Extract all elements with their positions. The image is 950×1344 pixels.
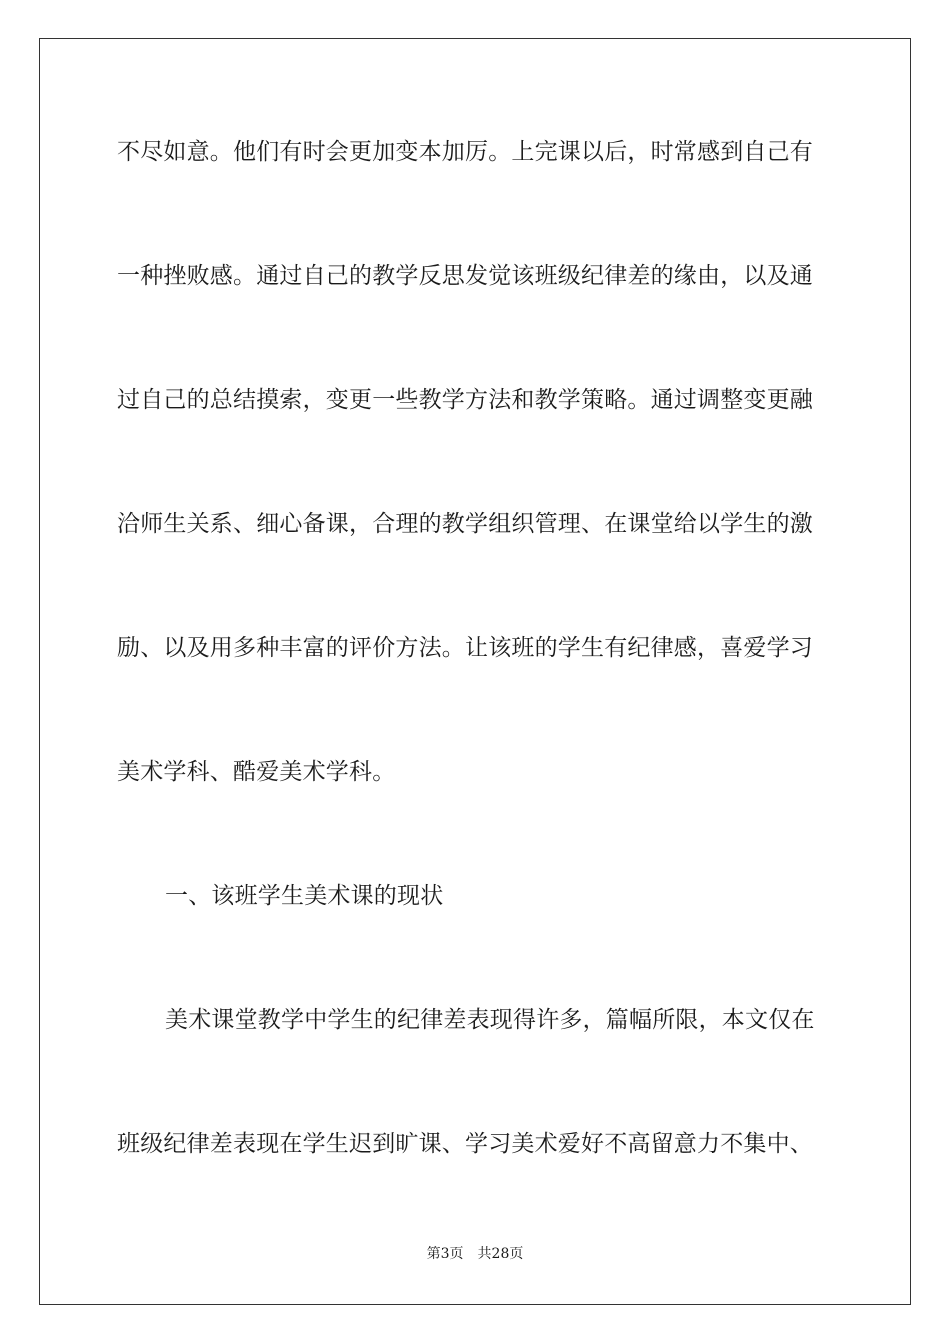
page-frame <box>39 38 911 1305</box>
page-footer <box>0 1245 950 1263</box>
body-line-7: 美术课堂教学中学生的纪律差表现得许多，篇幅所限，本文仅在 <box>165 1007 815 1033</box>
body-line-4: 洽师生关系、细心备课，合理的教学组织管理、在课堂给以学生的激 <box>117 511 813 537</box>
page-total: 共28页 <box>477 1246 524 1262</box>
body-line-5: 励、以及用多种丰富的评价方法。让该班的学生有纪律感，喜爱学习 <box>117 635 813 661</box>
body-line-6: 美术学科、酷爱美术学科。 <box>117 759 396 785</box>
section-heading: 一、该班学生美术课的现状 <box>165 883 444 909</box>
body-line-8: 班级纪律差表现在学生迟到旷课、学习美术爱好不高留意力不集中、 <box>117 1131 813 1157</box>
body-line-2: 一种挫败感。通过自己的教学反思发觉该班级纪律差的缘由，以及通 <box>117 263 813 289</box>
body-line-1: 不尽如意。他们有时会更加变本加厉。上完课以后，时常感到自己有 <box>117 139 813 165</box>
page-number: 第3页 <box>426 1246 464 1262</box>
body-line-3: 过自己的总结摸索，变更一些教学方法和教学策略。通过调整变更融 <box>117 387 813 413</box>
